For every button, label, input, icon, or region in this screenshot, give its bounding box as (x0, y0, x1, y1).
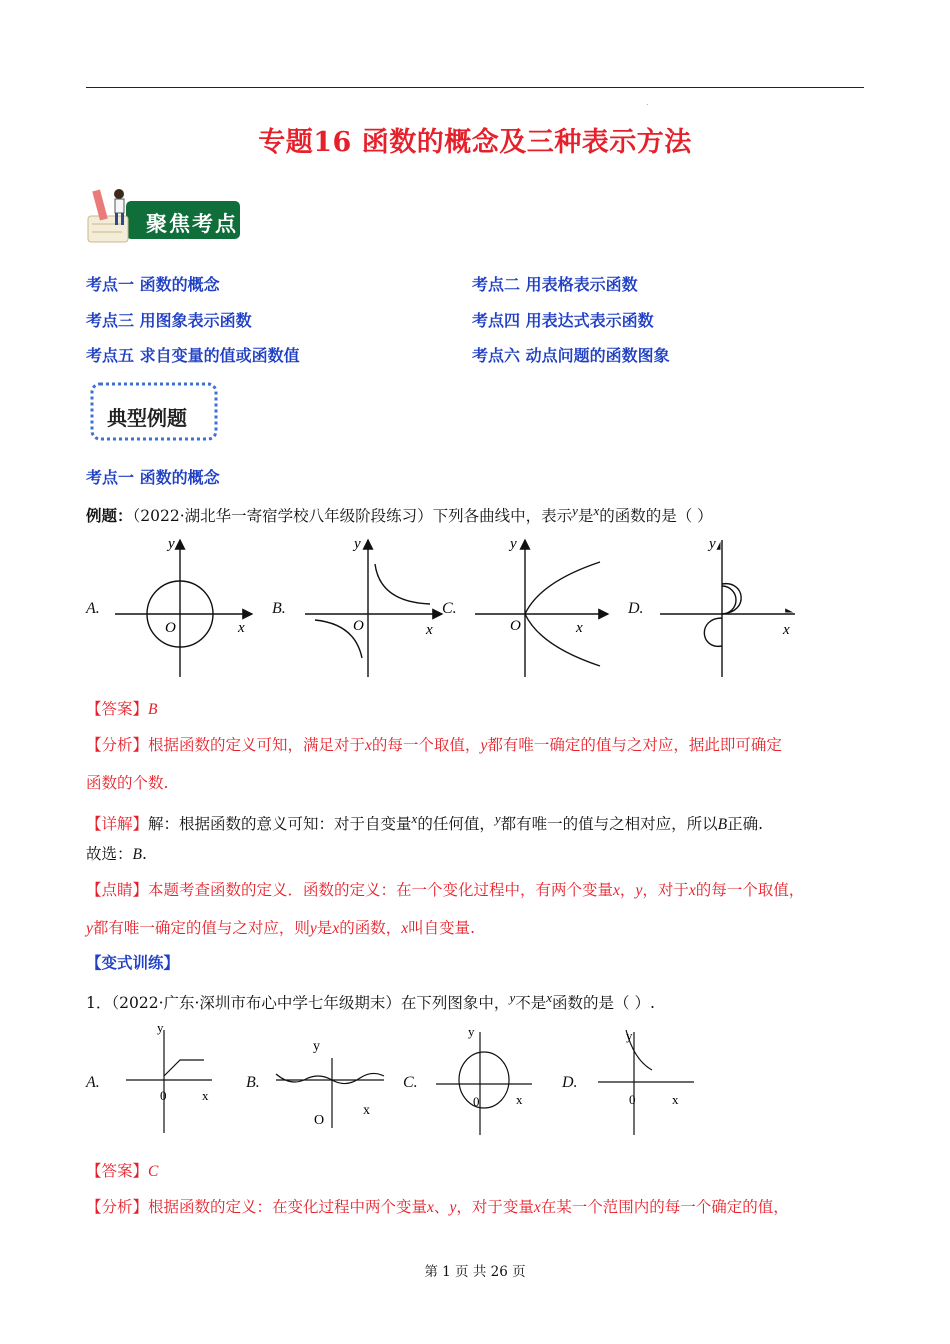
detail-1: 【详解】解：根据函数的意义可知：对于自变量$^x$的任何值，$^y$都有唯一的值与之相对应，所以B正确. (86, 811, 764, 834)
practice-heading: 【变式训练】 (86, 954, 180, 972)
graph-a (110, 532, 260, 682)
svg-text:O: O (510, 618, 521, 634)
q1-option-b-label: B. (246, 1074, 260, 1091)
note-1-cont: y都有唯一确定的值与之对应，则y是x的函数，x叫自变量. (86, 919, 476, 937)
example-question: 例题：（2022·湖北华一寄宿学校八年级阶段练习）下列各曲线中，表示$^y$是$^x$的函数的是（ ） (86, 503, 713, 526)
svg-text:x: x (516, 1092, 523, 1107)
point-4: 考点四 用表达式表示函数 (472, 311, 654, 330)
point-5: 考点五 求自变量的值或函数值 (86, 346, 300, 365)
point-6: 考点六 动点问题的函数图象 (472, 346, 670, 365)
svg-text:x: x (783, 622, 790, 638)
svg-text:x: x (202, 1088, 209, 1103)
svg-text:O: O (353, 618, 364, 634)
svg-text:x: x (576, 620, 583, 636)
analysis-1-cont: 函数的个数. (86, 774, 169, 792)
svg-text:0: 0 (629, 1092, 636, 1107)
svg-text:y: y (626, 1028, 633, 1043)
option-b-label: B. (272, 600, 286, 617)
q1-graph-b (272, 1028, 392, 1132)
graph-d (655, 532, 805, 682)
point-3: 考点三 用图象表示函数 (86, 311, 252, 330)
note-1: 【点睛】本题考查函数的定义．函数的定义：在一个变化过程中，有两个变量x，y，对于x的每一个取值， (86, 881, 805, 899)
svg-text:y: y (157, 1020, 164, 1035)
analysis-1: 【分析】根据函数的定义可知，满足对于x的每一个取值，y都有唯一确定的值与之对应，据此即可确定 (86, 736, 782, 754)
svg-text:y: y (168, 536, 175, 552)
svg-text:y: y (709, 536, 716, 552)
page-footer: 第 1 页 共 26 页 (424, 1264, 526, 1280)
svg-text:x: x (672, 1092, 679, 1107)
svg-text:0: 0 (473, 1094, 480, 1109)
svg-text:y: y (354, 536, 361, 552)
examples-badge (90, 382, 220, 446)
section-heading: 考点一 函数的概念 (86, 468, 220, 487)
q1-graph-d (594, 1020, 704, 1138)
svg-text:x: x (426, 622, 433, 638)
svg-text:x: x (363, 1103, 370, 1118)
examples-label: 典型例题 (107, 406, 187, 430)
q1-option-c-label: C. (403, 1074, 418, 1091)
q1-option-a-label: A. (86, 1074, 100, 1091)
analysis-2: 【分析】根据函数的定义：在变化过程中两个变量x、y，对于变量x在某一个范围内的每一个确定的值， (86, 1198, 789, 1216)
svg-text:y: y (468, 1024, 475, 1039)
detail-1-choice: 故选：B. (86, 845, 147, 863)
answer-1: 【答案】B (86, 700, 158, 718)
svg-text:y: y (510, 536, 517, 552)
question-1: 1．（2022·广东·深圳市布心中学七年级期末）在下列图象中，$^y$不是$^x$函数的是（ ）. (86, 990, 655, 1013)
graph-b (300, 532, 450, 682)
focus-points-label: 聚焦考点 (146, 212, 238, 236)
graph-c (470, 532, 620, 682)
page-title: 专题16 函数的概念及三种表示方法 (258, 127, 692, 158)
option-c-label: C. (442, 600, 457, 617)
answer-2: 【答案】C (86, 1162, 159, 1180)
q1-graph-a (120, 1018, 220, 1138)
svg-text:y: y (313, 1039, 320, 1054)
option-d-label: D. (628, 600, 644, 617)
option-a-label: A. (86, 600, 100, 617)
point-2: 考点二 用表格表示函数 (472, 275, 638, 294)
svg-text:O: O (314, 1113, 325, 1128)
q1-option-d-label: D. (562, 1074, 578, 1091)
q1-graph-c (432, 1020, 542, 1138)
svg-text:O: O (165, 620, 176, 636)
svg-text:x: x (238, 620, 245, 636)
header-rule (86, 87, 864, 88)
svg-text:0: 0 (160, 1088, 167, 1103)
point-1: 考点一 函数的概念 (86, 275, 220, 294)
focus-points-badge (86, 186, 246, 256)
